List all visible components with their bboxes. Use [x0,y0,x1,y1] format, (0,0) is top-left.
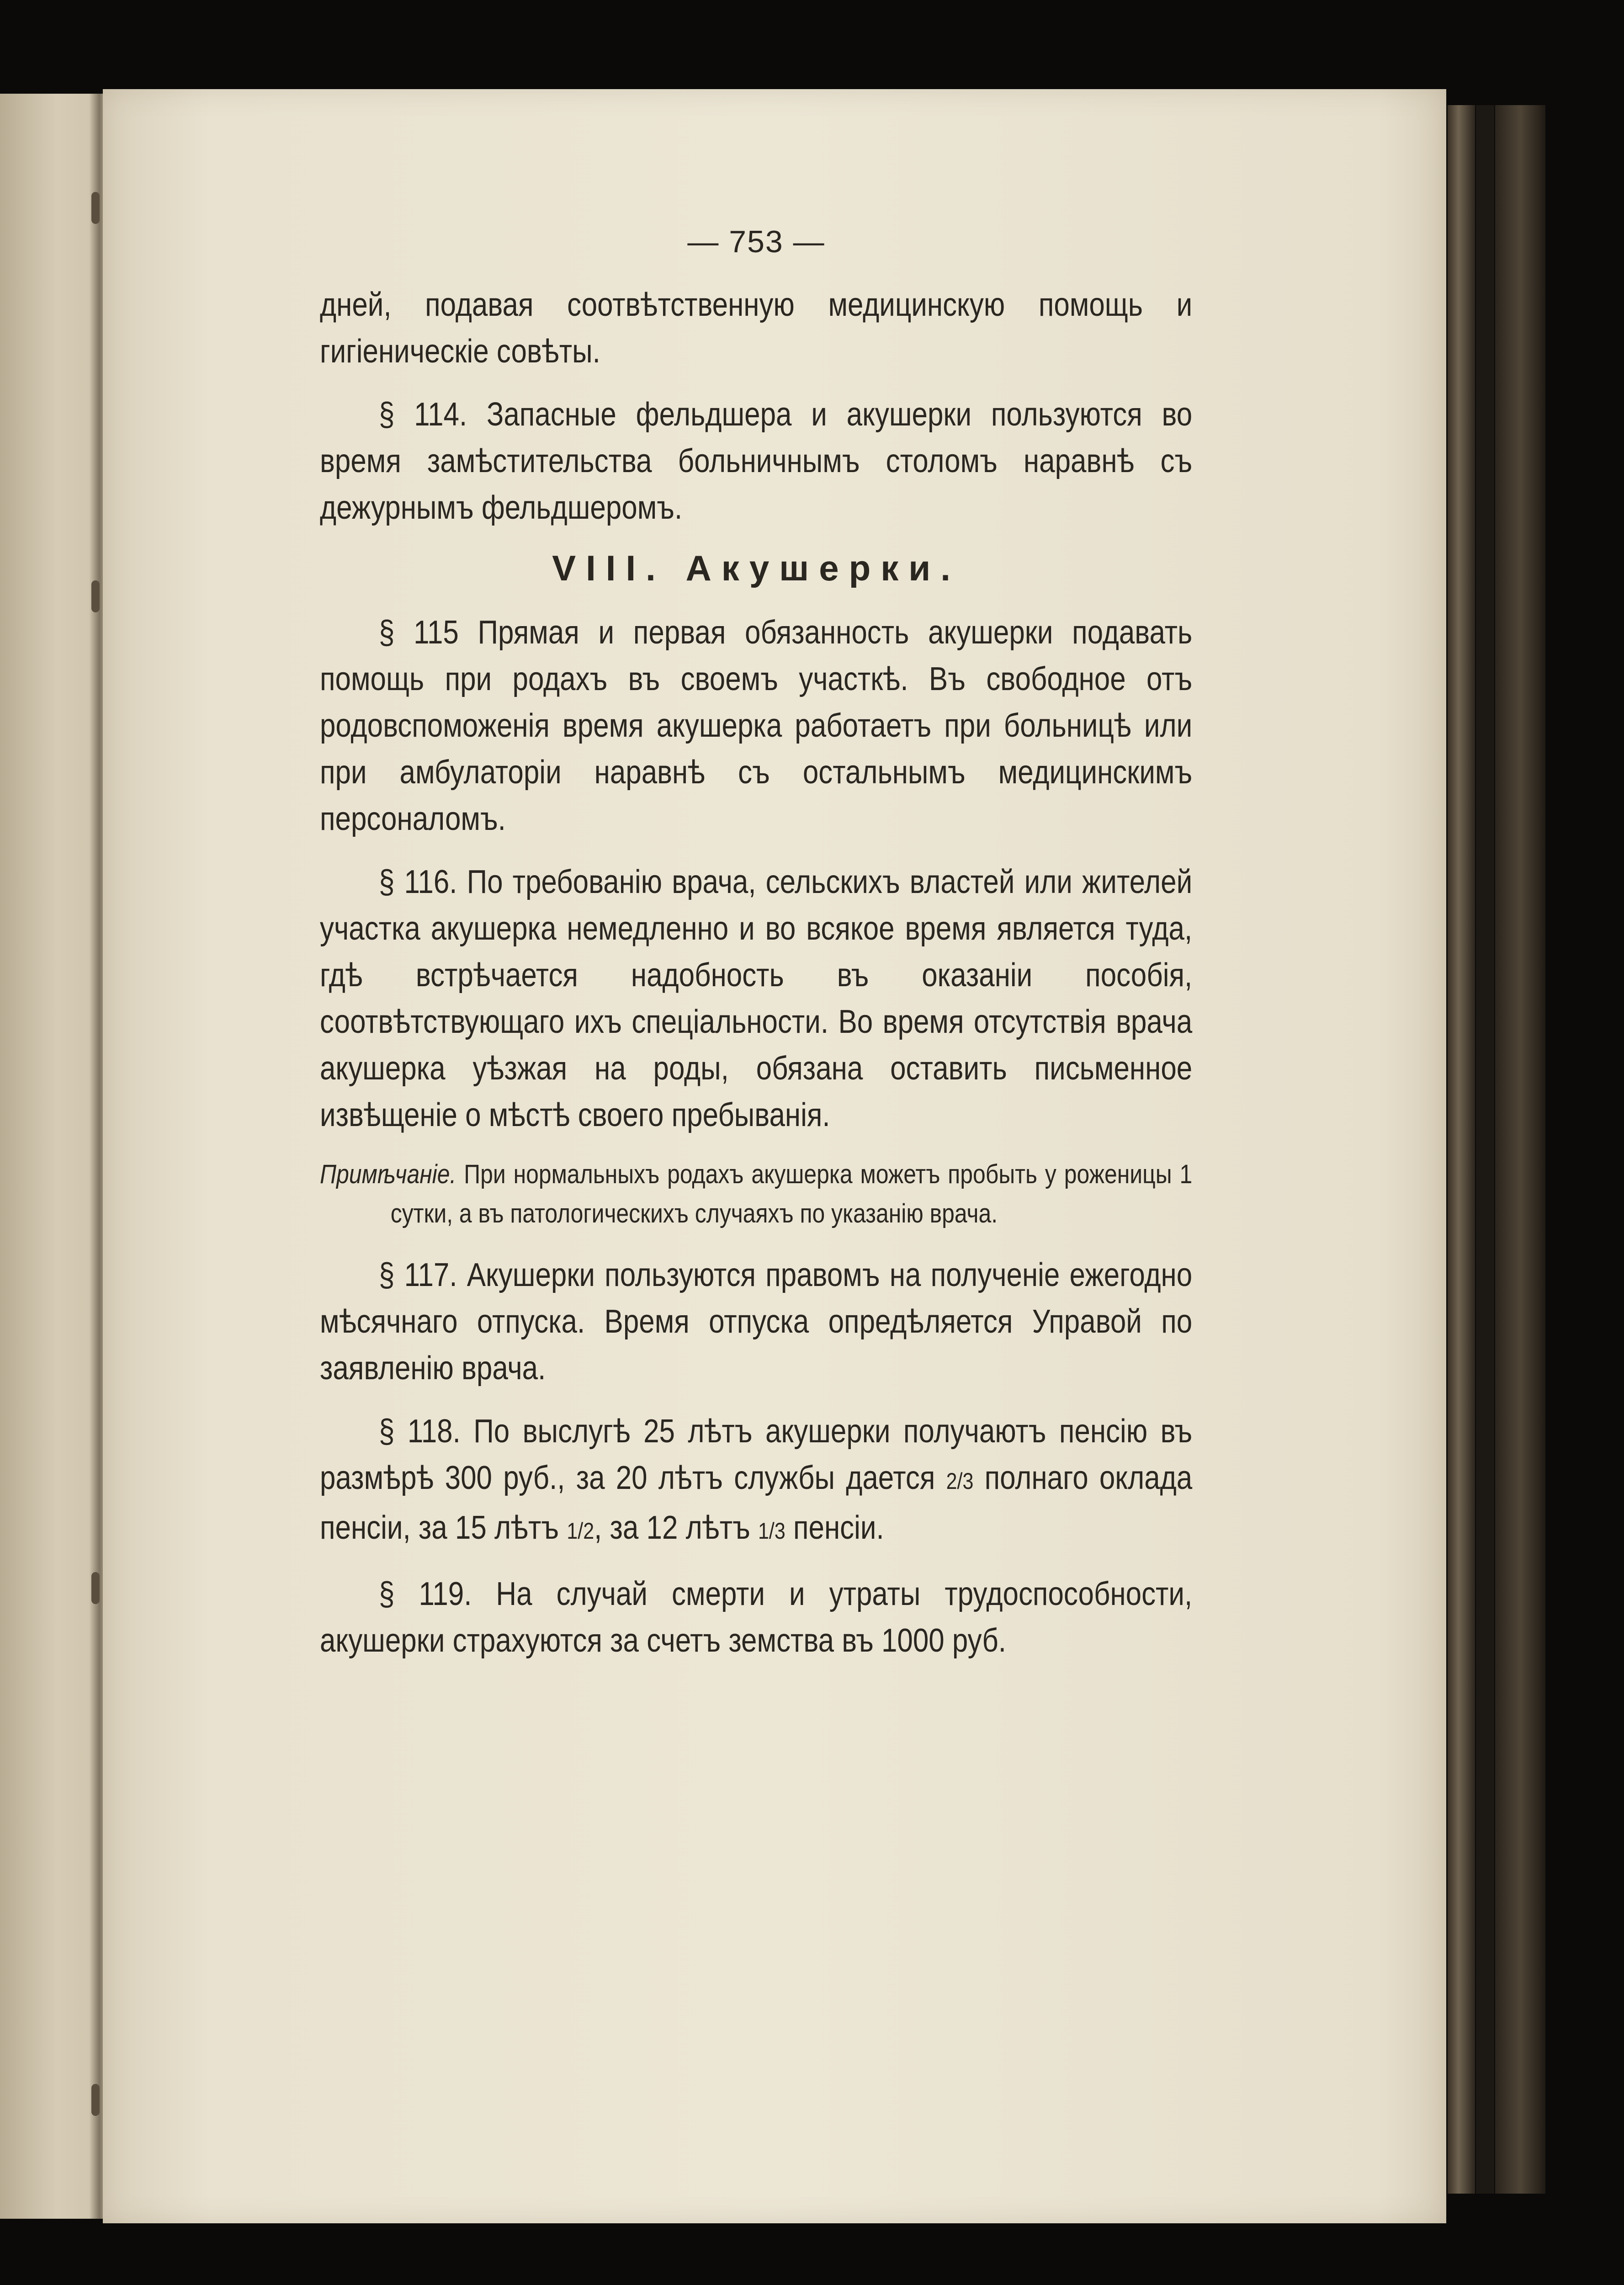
fraction-one-half: 1/2 [567,1518,594,1544]
previous-page-edge [0,94,103,2219]
paragraph-116: § 116. По требованію врача, сельскихъ властей или жителей участка акушерка немедленно и во всякое время является туда, гдѣ встрѣчается надобность въ оказаніи пособія, соотвѣтствующаго ихъ спеціальности. Во время отсутствія врача акушерка уѣзжая на роды, обязана оставить письменное извѣщеніе о мѣстѣ своего пребыванія. [320,864,1193,1133]
page-edge [1448,105,1475,2194]
fraction-two-thirds: 2/3 [946,1468,974,1494]
p118-part-c: , за 12 лѣтъ [594,1509,750,1546]
section-heading: VIII. Акушерки. [552,548,961,588]
binding-stitch [91,192,100,224]
book-cover-edge [1495,105,1545,2194]
paragraph-118 [320,1408,1192,1554]
binding-stitch [91,2084,100,2116]
page-text [320,224,1193,1680]
binding-stitch [91,580,100,612]
p118-part-a: § 118. По выслугѣ 25 лѣтъ акушерки получаютъ пенсію въ размѣрѣ 300 руб., за 20 лѣтъ службы дается [320,1413,1193,1496]
note-text: При нормальныхъ родахъ акушерка можетъ пробыть у роженицы 1 сутки, а въ патологическихъ случаяхъ по указанію врача. [390,1159,1193,1228]
paragraph-119: § 119. На случай смерти и утраты трудоспособности, акушерки страхуются за счетъ земства въ 1000 руб. [320,1576,1193,1659]
p118-part-d: пенсіи. [793,1509,884,1546]
paragraph-115: § 115 Прямая и первая обязанность акушерки подавать помощь при родахъ въ своемъ участкѣ. Въ свободное отъ родовспоможенія время акушерка работаетъ при больницѣ или при амбулаторіи наравнѣ съ остальнымъ медицинскимъ персоналомъ. [320,614,1193,837]
paragraph-117: § 117. Акушерки пользуются правомъ на полученіе ежегодно мѣсячнаго отпуска. Время отпуска опредѣляется Управой по заявленію врача. [320,1257,1193,1387]
p118-part-b: полнаго оклада пенсіи, за 15 лѣтъ [320,1460,1193,1546]
binding-stitch [91,1572,100,1604]
fraction-one-third: 1/3 [758,1518,785,1544]
note-label: Примѣчаніе. [320,1159,456,1189]
footnote [320,1155,1192,1233]
paragraph-intro: дней, подавая соотвѣтственную медицинскую помощь и гигіеническіе совѣты. [320,287,1193,370]
page-number: — 753 — [687,224,825,259]
page-edge [1476,105,1494,2194]
paragraph-114: § 114. Запасные фельдшера и акушерки пользуются во время замѣстительства больничнымъ столомъ наравнѣ съ дежурнымъ фельдшеромъ. [320,396,1193,526]
